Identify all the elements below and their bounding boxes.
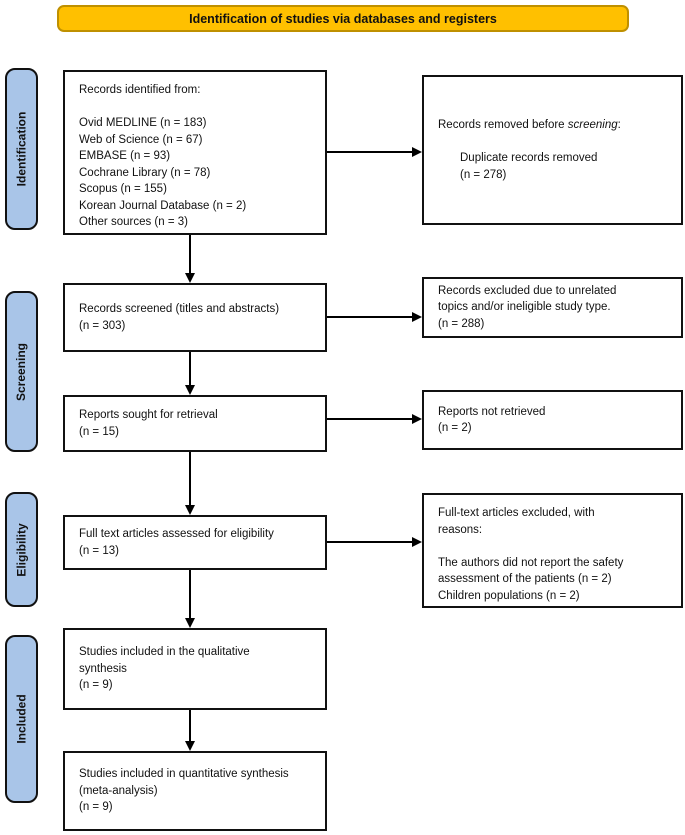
box-text-italic: screening (567, 119, 618, 131)
box-line: Other sources (n = 3) (79, 216, 188, 228)
box-line: (n = 9) (79, 679, 113, 692)
arrow-sought-to-not-retrieved (327, 414, 422, 424)
box-line: assessment of the patients (n = 2) (438, 573, 612, 585)
stage-eligibility (5, 492, 38, 607)
box-line (438, 117, 669, 134)
fulltext-excluded-box (422, 493, 683, 608)
box-line: Children populations (n = 2) (438, 589, 580, 602)
box-line: (n = 9) (79, 801, 113, 814)
arrow-head-icon (412, 147, 422, 157)
arrow-head-icon (185, 505, 195, 515)
arrow-shaft (189, 452, 191, 507)
box-line: Records identified from: (79, 84, 201, 96)
arrow-head-icon (412, 537, 422, 547)
stage-screening (5, 291, 38, 452)
box-line: Korean Journal Database (n = 2) (79, 199, 247, 212)
arrow-qualitative-to-quantitative (185, 710, 195, 751)
qualitative-included-box (63, 628, 327, 710)
box-line: reasons: (438, 523, 483, 536)
arrow-shaft (327, 316, 414, 318)
box-line: Full-text articles excluded, with (438, 507, 595, 519)
arrow-head-icon (412, 312, 422, 322)
arrow-identified-to-screened (185, 235, 195, 283)
stage-identification-label: Identification (14, 111, 29, 187)
arrow-shaft (327, 541, 414, 543)
stage-identification (5, 68, 38, 230)
stage-included (5, 635, 38, 803)
box-line: synthesis (79, 662, 127, 675)
records-screened-box (63, 283, 327, 352)
box-line: Ovid MEDLINE (n = 183) (79, 117, 207, 129)
box-line: (n = 278) (460, 168, 507, 181)
box-line: The authors did not report the safety (438, 556, 624, 569)
diagram-title-banner (57, 5, 629, 32)
records-excluded-box (422, 277, 683, 338)
arrow-screened-to-excluded (327, 312, 422, 322)
box-line: (n = 303) (79, 319, 126, 332)
box-line: Full text articles assessed for eligibility (79, 528, 274, 540)
box-text: Records removed before (438, 119, 568, 131)
box-line: Studies included in quantitative synthesis (79, 768, 289, 781)
box-line: (meta-analysis) (79, 784, 158, 797)
arrow-identified-to-removed (327, 147, 422, 157)
box-line: Reports sought for retrieval (79, 409, 218, 421)
arrow-head-icon (412, 414, 422, 424)
arrow-screened-to-sought (185, 352, 195, 395)
box-line: Studies included in the qualitative (79, 646, 250, 659)
arrow-assessed-to-fulltext-excluded (327, 537, 422, 547)
fulltext-assessed-box (63, 515, 327, 570)
spacer-line (79, 99, 313, 116)
arrow-shaft (189, 235, 191, 275)
quantitative-included-box (63, 751, 327, 831)
box-text: : (617, 119, 621, 131)
records-removed-box (422, 75, 683, 225)
arrow-shaft (189, 352, 191, 387)
arrow-sought-to-assessed (185, 452, 195, 515)
arrow-assessed-to-qualitative (185, 570, 195, 628)
arrow-head-icon (185, 385, 195, 395)
arrow-shaft (189, 710, 191, 743)
diagram-title: Identification of studies via databases and registers (189, 11, 497, 26)
box-line: Web of Science (n = 67) (79, 133, 203, 146)
arrow-shaft (327, 418, 414, 420)
arrow-head-icon (185, 273, 195, 283)
box-line: Duplicate records removed (460, 152, 598, 164)
box-line: Records excluded due to unrelated (438, 284, 617, 297)
spacer-line (438, 134, 669, 151)
arrow-shaft (189, 570, 191, 620)
reports-not-retrieved-box (422, 390, 683, 450)
box-line: EMBASE (n = 93) (79, 150, 171, 162)
arrow-shaft (327, 151, 414, 153)
box-line: (n = 15) (79, 425, 119, 438)
box-line: Cochrane Library (n = 78) (79, 166, 211, 179)
box-line: topics and/or ineligible study type. (438, 301, 611, 314)
arrow-head-icon (185, 618, 195, 628)
box-line: (n = 2) (438, 422, 472, 434)
records-identified-box (63, 70, 327, 235)
stage-screening-label: Screening (14, 342, 29, 401)
indented-detail (460, 150, 669, 183)
box-line: Reports not retrieved (438, 405, 546, 418)
stage-included-label: Included (14, 694, 29, 744)
spacer-line (438, 538, 669, 555)
box-line: Scopus (n = 155) (79, 183, 167, 195)
arrow-head-icon (185, 741, 195, 751)
stage-eligibility-label: Eligibility (14, 522, 29, 577)
box-line: Records screened (titles and abstracts) (79, 303, 280, 315)
reports-sought-box (63, 395, 327, 452)
box-line: (n = 13) (79, 544, 119, 557)
box-line: (n = 288) (438, 317, 485, 330)
